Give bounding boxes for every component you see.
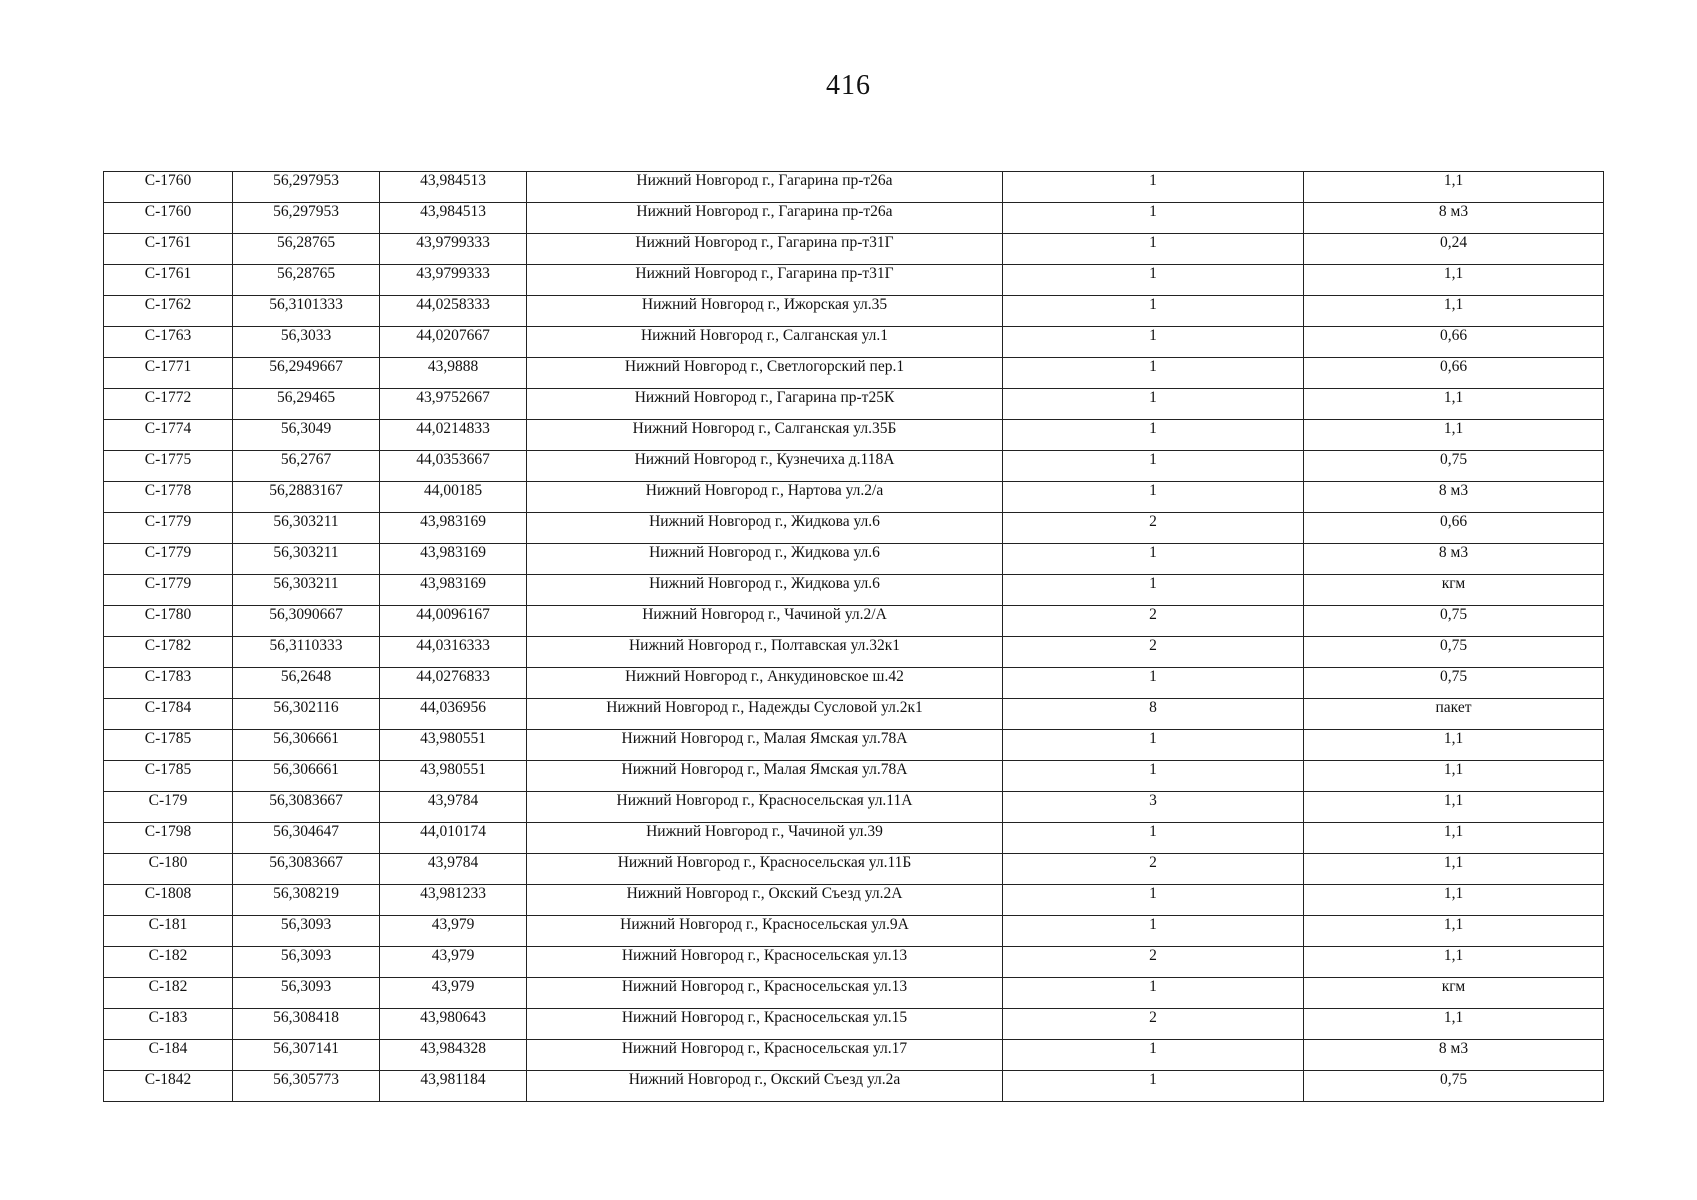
address-cell: Нижний Новгород г., Окский Съезд ул.2А (527, 885, 1003, 916)
table-row (104, 327, 1604, 358)
container-count-cell: 2 (1003, 947, 1304, 978)
container-volume-cell: 8 м3 (1304, 1040, 1604, 1071)
latitude-cell: 56,306661 (233, 730, 380, 761)
container-sites-table-wrap (103, 171, 1603, 1102)
latitude-cell: 56,29465 (233, 389, 380, 420)
site-code-cell: С-1783 (104, 668, 233, 699)
longitude-cell: 43,9888 (380, 358, 527, 389)
longitude-cell: 43,9799333 (380, 265, 527, 296)
latitude-cell: 56,28765 (233, 234, 380, 265)
address-cell: Нижний Новгород г., Кузнечиха д.118А (527, 451, 1003, 482)
address-cell: Нижний Новгород г., Окский Съезд ул.2а (527, 1071, 1003, 1102)
site-code-cell: С-183 (104, 1009, 233, 1040)
container-count-cell: 1 (1003, 265, 1304, 296)
site-code-cell: С-1785 (104, 761, 233, 792)
container-count-cell: 1 (1003, 358, 1304, 389)
latitude-cell: 56,3093 (233, 978, 380, 1009)
longitude-cell: 44,00185 (380, 482, 527, 513)
container-count-cell: 3 (1003, 792, 1304, 823)
site-code-cell: С-1772 (104, 389, 233, 420)
address-cell: Нижний Новгород г., Гагарина пр-т31Г (527, 234, 1003, 265)
address-cell: Нижний Новгород г., Красносельская ул.13 (527, 978, 1003, 1009)
container-count-cell: 2 (1003, 854, 1304, 885)
latitude-cell: 56,308418 (233, 1009, 380, 1040)
container-volume-cell: 0,24 (1304, 234, 1604, 265)
table-row (104, 265, 1604, 296)
latitude-cell: 56,303211 (233, 575, 380, 606)
container-volume-cell: 0,66 (1304, 327, 1604, 358)
longitude-cell: 43,979 (380, 916, 527, 947)
address-cell: Нижний Новгород г., Полтавская ул.32к1 (527, 637, 1003, 668)
container-volume-cell: 1,1 (1304, 296, 1604, 327)
address-cell: Нижний Новгород г., Гагарина пр-т25К (527, 389, 1003, 420)
container-volume-cell: 0,75 (1304, 451, 1604, 482)
longitude-cell: 43,9784 (380, 854, 527, 885)
table-row (104, 358, 1604, 389)
site-code-cell: С-1774 (104, 420, 233, 451)
latitude-cell: 56,303211 (233, 513, 380, 544)
table-row (104, 637, 1604, 668)
container-volume-cell: 1,1 (1304, 265, 1604, 296)
table-row (104, 916, 1604, 947)
latitude-cell: 56,302116 (233, 699, 380, 730)
latitude-cell: 56,305773 (233, 1071, 380, 1102)
latitude-cell: 56,2949667 (233, 358, 380, 389)
container-count-cell: 1 (1003, 172, 1304, 203)
table-row (104, 699, 1604, 730)
site-code-cell: С-1784 (104, 699, 233, 730)
address-cell: Нижний Новгород г., Красносельская ул.13 (527, 947, 1003, 978)
address-cell: Нижний Новгород г., Гагарина пр-т26а (527, 172, 1003, 203)
table-row (104, 172, 1604, 203)
table-body (104, 172, 1604, 1102)
site-code-cell: С-1761 (104, 265, 233, 296)
address-cell: Нижний Новгород г., Красносельская ул.17 (527, 1040, 1003, 1071)
container-count-cell: 1 (1003, 296, 1304, 327)
table-row (104, 978, 1604, 1009)
container-volume-cell: 1,1 (1304, 389, 1604, 420)
table-row (104, 947, 1604, 978)
table-row (104, 1071, 1604, 1102)
latitude-cell: 56,307141 (233, 1040, 380, 1071)
longitude-cell: 44,0096167 (380, 606, 527, 637)
longitude-cell: 44,0258333 (380, 296, 527, 327)
longitude-cell: 43,984513 (380, 203, 527, 234)
container-count-cell: 1 (1003, 978, 1304, 1009)
latitude-cell: 56,3101333 (233, 296, 380, 327)
table-row (104, 544, 1604, 575)
latitude-cell: 56,306661 (233, 761, 380, 792)
table-row (104, 575, 1604, 606)
address-cell: Нижний Новгород г., Красносельская ул.15 (527, 1009, 1003, 1040)
table-row (104, 823, 1604, 854)
longitude-cell: 43,9784 (380, 792, 527, 823)
container-count-cell: 1 (1003, 451, 1304, 482)
longitude-cell: 43,9752667 (380, 389, 527, 420)
container-volume-cell: 1,1 (1304, 761, 1604, 792)
container-count-cell: 1 (1003, 823, 1304, 854)
container-volume-cell: 1,1 (1304, 730, 1604, 761)
table-row (104, 792, 1604, 823)
latitude-cell: 56,3093 (233, 916, 380, 947)
address-cell: Нижний Новгород г., Салганская ул.1 (527, 327, 1003, 358)
container-volume-cell: 0,66 (1304, 358, 1604, 389)
longitude-cell: 43,979 (380, 947, 527, 978)
site-code-cell: С-182 (104, 947, 233, 978)
container-volume-cell: 1,1 (1304, 420, 1604, 451)
latitude-cell: 56,303211 (233, 544, 380, 575)
container-count-cell: 1 (1003, 668, 1304, 699)
container-volume-cell: 1,1 (1304, 854, 1604, 885)
site-code-cell: С-1778 (104, 482, 233, 513)
address-cell: Нижний Новгород г., Малая Ямская ул.78А (527, 761, 1003, 792)
latitude-cell: 56,3083667 (233, 792, 380, 823)
container-volume-cell: 0,75 (1304, 606, 1604, 637)
site-code-cell: С-1785 (104, 730, 233, 761)
longitude-cell: 43,980643 (380, 1009, 527, 1040)
site-code-cell: С-182 (104, 978, 233, 1009)
address-cell: Нижний Новгород г., Малая Ямская ул.78А (527, 730, 1003, 761)
table-row (104, 885, 1604, 916)
container-count-cell: 1 (1003, 544, 1304, 575)
container-volume-cell: кгм (1304, 978, 1604, 1009)
address-cell: Нижний Новгород г., Ижорская ул.35 (527, 296, 1003, 327)
container-count-cell: 1 (1003, 575, 1304, 606)
address-cell: Нижний Новгород г., Жидкова ул.6 (527, 544, 1003, 575)
site-code-cell: С-1782 (104, 637, 233, 668)
site-code-cell: С-179 (104, 792, 233, 823)
latitude-cell: 56,2648 (233, 668, 380, 699)
latitude-cell: 56,3033 (233, 327, 380, 358)
container-volume-cell: 0,75 (1304, 668, 1604, 699)
container-volume-cell: 8 м3 (1304, 203, 1604, 234)
address-cell: Нижний Новгород г., Красносельская ул.11Б (527, 854, 1003, 885)
address-cell: Нижний Новгород г., Красносельская ул.9А (527, 916, 1003, 947)
container-count-cell: 2 (1003, 637, 1304, 668)
container-volume-cell: 0,66 (1304, 513, 1604, 544)
container-volume-cell: 1,1 (1304, 885, 1604, 916)
table-row (104, 606, 1604, 637)
address-cell: Нижний Новгород г., Надежды Сусловой ул.2к1 (527, 699, 1003, 730)
site-code-cell: С-1763 (104, 327, 233, 358)
longitude-cell: 43,981233 (380, 885, 527, 916)
container-count-cell: 2 (1003, 1009, 1304, 1040)
container-volume-cell: 1,1 (1304, 792, 1604, 823)
table-row (104, 420, 1604, 451)
site-code-cell: С-1808 (104, 885, 233, 916)
longitude-cell: 43,983169 (380, 575, 527, 606)
site-code-cell: С-1761 (104, 234, 233, 265)
container-count-cell: 1 (1003, 327, 1304, 358)
latitude-cell: 56,3110333 (233, 637, 380, 668)
container-volume-cell: 1,1 (1304, 1009, 1604, 1040)
site-code-cell: С-1762 (104, 296, 233, 327)
longitude-cell: 43,983169 (380, 513, 527, 544)
longitude-cell: 44,0316333 (380, 637, 527, 668)
latitude-cell: 56,3090667 (233, 606, 380, 637)
latitude-cell: 56,2883167 (233, 482, 380, 513)
container-volume-cell: кгм (1304, 575, 1604, 606)
table-row (104, 513, 1604, 544)
table-row (104, 203, 1604, 234)
site-code-cell: С-180 (104, 854, 233, 885)
longitude-cell: 44,036956 (380, 699, 527, 730)
address-cell: Нижний Новгород г., Гагарина пр-т31Г (527, 265, 1003, 296)
container-count-cell: 2 (1003, 513, 1304, 544)
site-code-cell: С-1798 (104, 823, 233, 854)
address-cell: Нижний Новгород г., Анкудиновское ш.42 (527, 668, 1003, 699)
table-row (104, 1009, 1604, 1040)
container-count-cell: 1 (1003, 234, 1304, 265)
container-count-cell: 1 (1003, 1071, 1304, 1102)
latitude-cell: 56,28765 (233, 265, 380, 296)
container-count-cell: 8 (1003, 699, 1304, 730)
site-code-cell: С-1760 (104, 172, 233, 203)
latitude-cell: 56,3093 (233, 947, 380, 978)
table-row (104, 668, 1604, 699)
container-count-cell: 1 (1003, 916, 1304, 947)
longitude-cell: 44,0353667 (380, 451, 527, 482)
page-number: 416 (826, 70, 871, 101)
container-count-cell: 1 (1003, 389, 1304, 420)
table-row (104, 1040, 1604, 1071)
site-code-cell: С-1779 (104, 544, 233, 575)
container-count-cell: 2 (1003, 606, 1304, 637)
container-volume-cell: 8 м3 (1304, 544, 1604, 575)
latitude-cell: 56,304647 (233, 823, 380, 854)
latitude-cell: 56,3049 (233, 420, 380, 451)
container-volume-cell: 0,75 (1304, 1071, 1604, 1102)
latitude-cell: 56,297953 (233, 203, 380, 234)
longitude-cell: 43,984328 (380, 1040, 527, 1071)
container-count-cell: 1 (1003, 482, 1304, 513)
container-count-cell: 1 (1003, 420, 1304, 451)
longitude-cell: 43,980551 (380, 730, 527, 761)
longitude-cell: 43,984513 (380, 172, 527, 203)
table-row (104, 730, 1604, 761)
table-row (104, 482, 1604, 513)
container-count-cell: 1 (1003, 1040, 1304, 1071)
longitude-cell: 43,9799333 (380, 234, 527, 265)
longitude-cell: 43,979 (380, 978, 527, 1009)
table-row (104, 854, 1604, 885)
site-code-cell: С-1760 (104, 203, 233, 234)
container-count-cell: 1 (1003, 203, 1304, 234)
address-cell: Нижний Новгород г., Чачиной ул.2/А (527, 606, 1003, 637)
address-cell: Нижний Новгород г., Светлогорский пер.1 (527, 358, 1003, 389)
longitude-cell: 44,010174 (380, 823, 527, 854)
address-cell: Нижний Новгород г., Чачиной ул.39 (527, 823, 1003, 854)
address-cell: Нижний Новгород г., Гагарина пр-т26а (527, 203, 1003, 234)
container-count-cell: 1 (1003, 730, 1304, 761)
container-volume-cell: 1,1 (1304, 916, 1604, 947)
site-code-cell: С-1771 (104, 358, 233, 389)
latitude-cell: 56,3083667 (233, 854, 380, 885)
container-volume-cell: 8 м3 (1304, 482, 1604, 513)
latitude-cell: 56,2767 (233, 451, 380, 482)
container-volume-cell: 0,75 (1304, 637, 1604, 668)
longitude-cell: 44,0214833 (380, 420, 527, 451)
address-cell: Нижний Новгород г., Жидкова ул.6 (527, 513, 1003, 544)
longitude-cell: 43,983169 (380, 544, 527, 575)
table-row (104, 389, 1604, 420)
container-volume-cell: 1,1 (1304, 947, 1604, 978)
container-sites-table (103, 171, 1604, 1102)
site-code-cell: С-184 (104, 1040, 233, 1071)
site-code-cell: С-1780 (104, 606, 233, 637)
table-row (104, 451, 1604, 482)
latitude-cell: 56,308219 (233, 885, 380, 916)
address-cell: Нижний Новгород г., Красносельская ул.11А (527, 792, 1003, 823)
latitude-cell: 56,297953 (233, 172, 380, 203)
site-code-cell: С-1779 (104, 575, 233, 606)
address-cell: Нижний Новгород г., Жидкова ул.6 (527, 575, 1003, 606)
longitude-cell: 43,981184 (380, 1071, 527, 1102)
longitude-cell: 43,980551 (380, 761, 527, 792)
longitude-cell: 44,0276833 (380, 668, 527, 699)
address-cell: Нижний Новгород г., Салганская ул.35Б (527, 420, 1003, 451)
address-cell: Нижний Новгород г., Нартова ул.2/а (527, 482, 1003, 513)
table-row (104, 296, 1604, 327)
table-row (104, 761, 1604, 792)
longitude-cell: 44,0207667 (380, 327, 527, 358)
container-volume-cell: пакет (1304, 699, 1604, 730)
site-code-cell: С-1779 (104, 513, 233, 544)
container-volume-cell: 1,1 (1304, 823, 1604, 854)
container-volume-cell: 1,1 (1304, 172, 1604, 203)
container-count-cell: 1 (1003, 761, 1304, 792)
site-code-cell: С-181 (104, 916, 233, 947)
site-code-cell: С-1775 (104, 451, 233, 482)
site-code-cell: С-1842 (104, 1071, 233, 1102)
table-row (104, 234, 1604, 265)
container-count-cell: 1 (1003, 885, 1304, 916)
